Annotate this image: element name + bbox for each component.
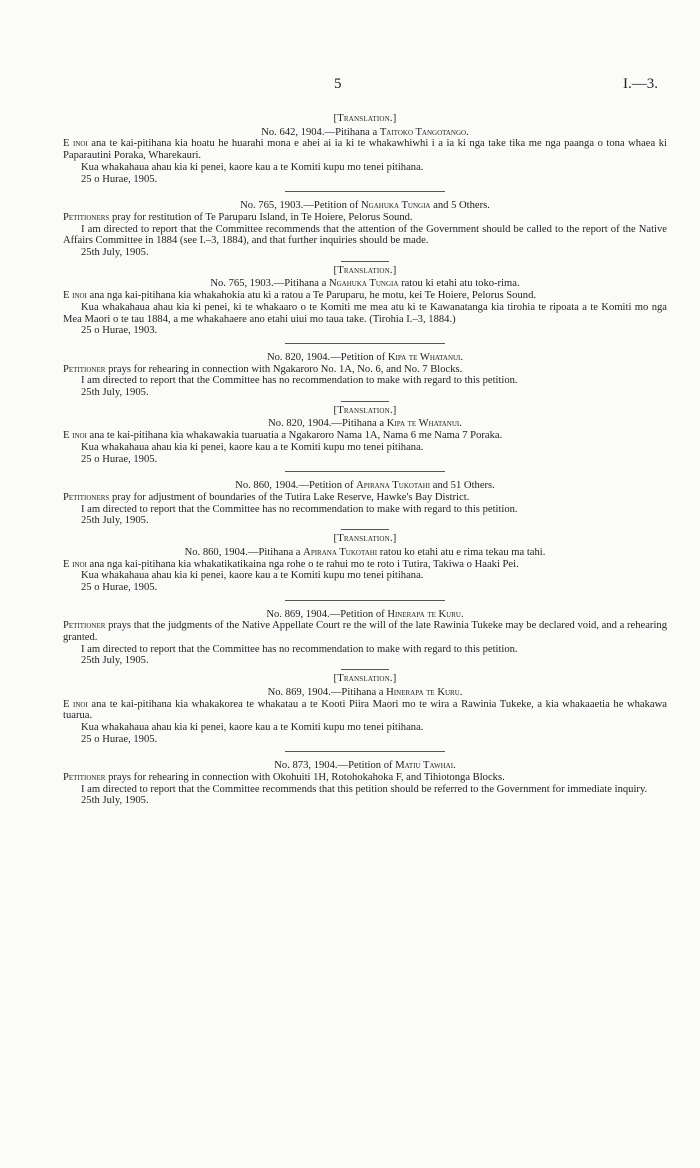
committee-report: Kua whakahaua ahau kia ki penei, kaore kau a te Komiti kupu mo tenei pitihana. [81, 161, 424, 173]
petition-prayer: E inoi ana te kai-pitihana kia whakakorea te whakatau a te Kooti Piira Maori mo te wira a Rawinia Tukeke, a kia whakaaetia he whakawa tuarua. [63, 698, 667, 722]
petition-heading: No. 860, 1904.—Pitihana a Apirana Tukotahi ratou ko etahi atu e rima tekau ma tahi. [184, 546, 546, 558]
translation-divider [341, 261, 389, 262]
report-date: 25th July, 1905. [81, 515, 149, 527]
petition-heading: No. 869, 1904.—Pitihana a Hinerapa te Kuru. [267, 686, 463, 698]
section-divider [285, 600, 445, 601]
petition-heading: No. 642, 1904.—Pitihana a Taitoko Tangotango. [261, 126, 469, 138]
petition-heading: No. 765, 1903.—Pitihana a Ngahuka Tungia ratou ki etahi atu toko-rima. [210, 278, 520, 290]
committee-report: Kua whakahaua ahau kia ki penei, kaore kau a te Komiti kupu mo tenei pitihana. [81, 570, 424, 582]
petition-prayer: Petitioner prays for rehearing in connection with Ngakaroro No. 1A, No. 6, and No. 7 Blocks. [63, 363, 463, 375]
committee-report: I am directed to report that the Committee has no recommendation to make with regard to this petition. [81, 643, 518, 655]
translation-label: [Translation.] [333, 533, 397, 545]
report-date: 25th July, 1905. [81, 655, 149, 667]
report-date: 25th July, 1905. [81, 387, 149, 399]
petition-prayer: Petitioner prays that the judgments of the Native Appellate Court re the will of the late Rawinia Tukeke may be declared void, and a rehearing granted. [63, 620, 667, 644]
petition-prayer: Petitioner prays for rehearing in connection with Okohuiti 1H, Rotohokahoka F, and Tihiotonga Blocks. [63, 772, 505, 784]
committee-report: I am directed to report that the Committee has no recommendation to make with regard to this petition. [81, 503, 518, 515]
translation-label: [Translation.] [333, 404, 397, 416]
report-date: 25 o Hurae, 1905. [81, 581, 158, 593]
petition-heading: No. 873, 1904.—Petition of Matiu Tawhai. [274, 760, 456, 772]
petition-heading: No. 765, 1903.—Petition of Ngahuka Tungia and 5 Others. [240, 200, 490, 212]
section-divider [285, 751, 445, 752]
report-date: 25th July, 1905. [81, 795, 149, 807]
committee-report: Kua whakahaua ahau kia ki penei, kaore kau a te Komiti kupu mo tenei pitihana. [81, 721, 424, 733]
translation-label: [Translation.] [333, 113, 397, 124]
petitions-content [63, 110, 667, 807]
page-number: 5 [334, 76, 342, 92]
petition-prayer: Petitioners pray for restitution of Te Paruparu Island, in Te Hoiere, Pelorus Sound. [63, 211, 413, 223]
committee-report: Kua whakahaua ahau kia ki penei, ki te whakaaro o te Komiti me mea atu ki te Kawanatanga kia tirohia te ripoata a te Komiti mo nga Mea Maori o te tau 1884, a me whakahaere ano etahi uiui mo taua take. (Tirohia I.–3, 1884.) [63, 301, 667, 325]
committee-report: I am directed to report that the Committee recommends that the attention of the Government should be called to the report of the Native Affairs Committee in 1884 (see I.–3, 1884), and that further inquiries should be made. [63, 223, 667, 247]
petition-prayer: E inoi ana te kai-pitihana kia hoatu he huarahi mona e ahei ai ia ki te whakawhiwhi i a ia ki nga take tika me nga paanga o tona whaea ki Paparautini Poraka, Wharekauri. [63, 138, 667, 162]
petition-heading: No. 820, 1904.—Pitihana a Kipa te Whatanui. [268, 418, 462, 430]
petition-heading: No. 820, 1904.—Petition of Kipa te Whatanui. [266, 351, 464, 363]
translation-label: [Translation.] [333, 673, 397, 685]
section-divider [285, 471, 445, 472]
committee-report: I am directed to report that the Committee has no recommendation to make with regard to this petition. [81, 375, 518, 387]
petition-prayer: E inoi ana te kai-pitihana kia whakawakia tuaruatia a Ngakaroro Nama 1A, Nama 6 me Nama 7 Poraka. [63, 430, 503, 442]
page-header [0, 76, 700, 98]
petition-heading: No. 869, 1904.—Petition of Hinerapa te Kuru. [266, 608, 464, 620]
section-divider [285, 191, 445, 192]
report-date: 25 o Hurae, 1905. [81, 453, 158, 465]
translation-label: [Translation.] [333, 264, 397, 276]
petition-prayer: Petitioners pray for adjustment of boundaries of the Tutira Lake Reserve, Hawke's Bay District. [63, 491, 470, 503]
committee-report: I am directed to report that the Committee recommends that this petition should be referred to the Government for immediate inquiry. [81, 783, 648, 795]
report-date: 25 o Hurae, 1905. [81, 733, 158, 745]
committee-report: Kua whakahaua ahau kia ki penei, kaore kau a te Komiti kupu mo tenei pitihana. [81, 441, 424, 453]
translation-divider [341, 669, 389, 670]
translation-divider [341, 529, 389, 530]
section-divider [285, 343, 445, 344]
petition-prayer: E inoi ana nga kai-pitihana kia whakatikatikaina nga rohe o te rahui mo te roto i Tutira, Takiwa o Haaki Pei. [63, 558, 519, 570]
report-date: 25 o Hurae, 1905. [81, 173, 158, 185]
petition-prayer: E inoi ana nga kai-pitihana kia whakahokia atu ki a ratou a Te Paruparu, he motu, kei Te Hoiere, Pelorus Sound. [63, 290, 537, 302]
report-date: 25th July, 1905. [81, 247, 149, 259]
translation-divider [341, 401, 389, 402]
petition-heading: No. 860, 1904.—Petition of Apirana Tukotahi and 51 Others. [235, 480, 495, 492]
document-reference: I.—3. [623, 76, 658, 92]
report-date: 25 o Hurae, 1903. [81, 325, 158, 337]
